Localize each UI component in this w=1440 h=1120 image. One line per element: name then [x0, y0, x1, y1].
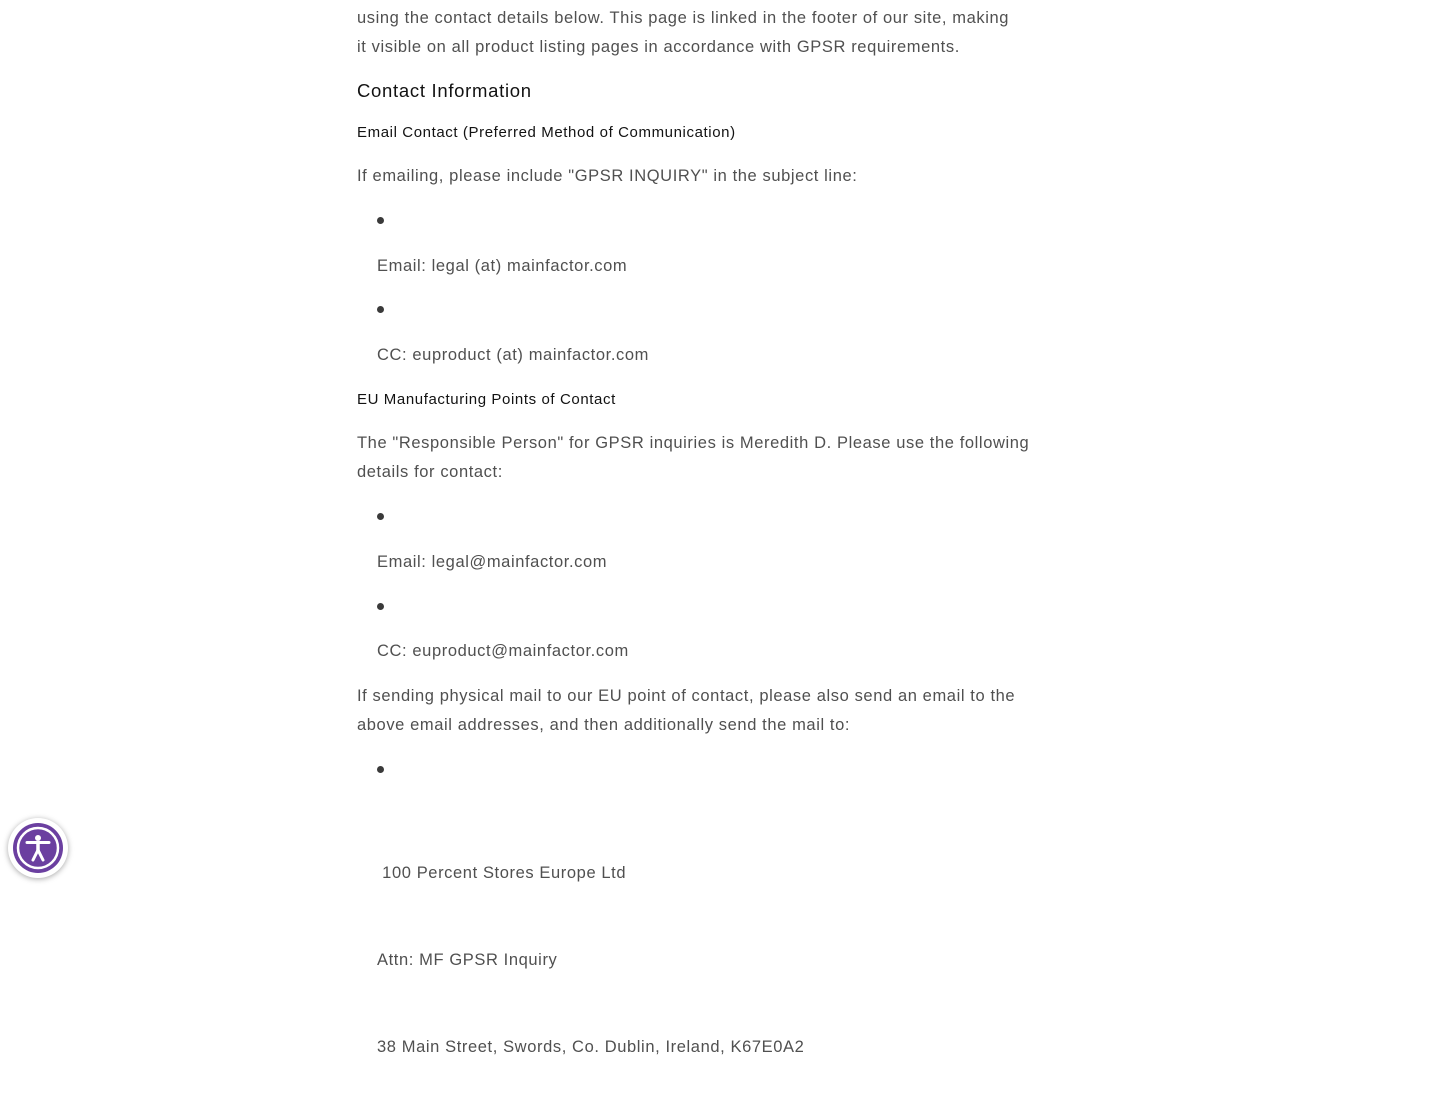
list-item-text: CC: euproduct (at) mainfactor.com — [377, 346, 649, 364]
bullet-marker — [377, 766, 384, 773]
list-item-text: Email: legal@mainfactor.com — [377, 553, 608, 571]
address-line-1: 100 Percent Stores Europe Ltd — [377, 864, 627, 882]
intro-paragraph — [357, 4, 1077, 62]
intro-line-1: using the contact details below. This page is linked in the footer of our site, making — [357, 9, 1010, 27]
contact-information-heading: Contact Information — [357, 80, 532, 101]
email-instruction: If emailing, please include "GPSR INQUIRY" in the subject line: — [357, 167, 858, 185]
accessibility-widget-button[interactable] — [8, 818, 68, 878]
responsible-person-line-1: The "Responsible Person" for GPSR inquiries is Meredith D. Please use the following — [357, 434, 1030, 452]
email-contact-heading: Email Contact (Preferred Method of Communication) — [357, 124, 736, 141]
accessibility-icon — [13, 823, 63, 873]
bullet-marker — [377, 603, 384, 610]
address-line-3: 38 Main Street, Swords, Co. Dublin, Ireland, K67E0A2 — [377, 1038, 805, 1056]
intro-line-2: it visible on all product listing pages in accordance with GPSR requirements. — [357, 38, 960, 56]
eu-contact-heading: EU Manufacturing Points of Contact — [357, 391, 616, 408]
bullet-marker — [377, 513, 384, 520]
physical-mail-line-2: above email addresses, and then additionally send the mail to: — [357, 716, 851, 734]
accessibility-widget-inner — [13, 823, 63, 873]
mailing-address — [377, 801, 804, 1120]
bullet-marker — [377, 217, 384, 224]
list-item-text: Email: legal (at) mainfactor.com — [377, 257, 628, 275]
address-line-2: Attn: MF GPSR Inquiry — [377, 951, 558, 969]
physical-mail-line-1: If sending physical mail to our EU point of contact, please also send an email to the — [357, 687, 1016, 705]
bullet-marker — [377, 306, 384, 313]
responsible-person-paragraph — [357, 429, 1077, 487]
responsible-person-line-2: details for contact: — [357, 463, 503, 481]
physical-mail-paragraph — [357, 682, 1077, 740]
list-item-text: CC: euproduct@mainfactor.com — [377, 642, 629, 660]
